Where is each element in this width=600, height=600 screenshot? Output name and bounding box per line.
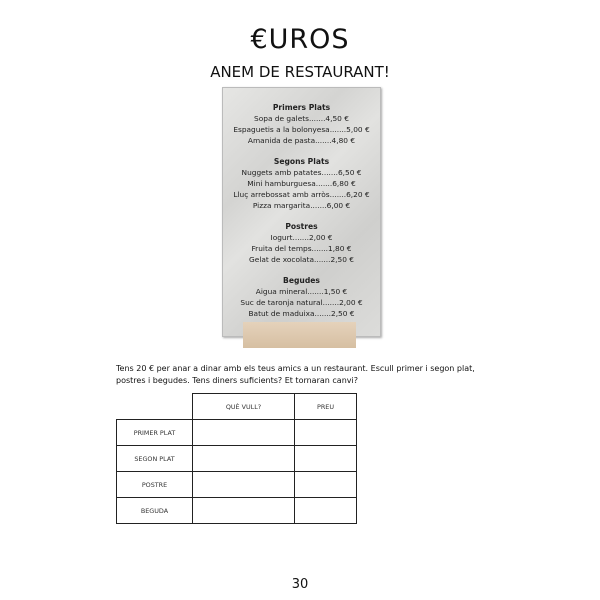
price-cell[interactable] bbox=[295, 446, 357, 472]
menu-item: Fruita del temps.......1,80 € bbox=[251, 244, 352, 253]
menu-section-heading: Begudes bbox=[283, 276, 320, 285]
menu-item: Pizza margarita.......6,00 € bbox=[252, 201, 351, 210]
page-number: 30 bbox=[291, 577, 309, 592]
header-what: QUÈ VULL? bbox=[193, 394, 295, 420]
header-price: PREU bbox=[295, 394, 357, 420]
answer-table bbox=[116, 393, 357, 524]
menu-card bbox=[222, 87, 381, 337]
menu-section bbox=[223, 275, 380, 319]
empty-corner bbox=[117, 394, 193, 420]
page-subtitle: ANEM DE RESTAURANT! bbox=[210, 63, 390, 81]
menu-item: Nuggets amb patates.......6,50 € bbox=[241, 168, 362, 177]
row-label: POSTRE bbox=[117, 472, 193, 498]
menu-section-heading: Segons Plats bbox=[273, 157, 330, 166]
row-label: SEGON PLAT bbox=[117, 446, 193, 472]
menu-item: Espaguetis a la bolonyesa.......5,00 € bbox=[233, 125, 370, 134]
answer-cell[interactable] bbox=[193, 472, 295, 498]
menu-section-heading: Postres bbox=[285, 222, 318, 231]
price-cell[interactable] bbox=[295, 498, 357, 524]
menu-item: Batut de maduixa.......2,50 € bbox=[248, 309, 355, 318]
exercise-question: Tens 20 € per anar a dinar amb els teus amics a un restaurant. Escull primer i segon plat, postres i begudes. Tens diners suficients? Et tornaran canvi? bbox=[116, 364, 475, 385]
menu-item: Suc de taronja natural.......2,00 € bbox=[240, 298, 363, 307]
row-label: BEGUDA bbox=[117, 498, 193, 524]
menu-item: Lluç arrebossat amb arròs.......6,20 € bbox=[233, 190, 370, 199]
menu-section bbox=[223, 156, 380, 211]
menu-list bbox=[223, 102, 380, 329]
answer-cell[interactable] bbox=[193, 498, 295, 524]
row-label: PRIMER PLAT bbox=[117, 420, 193, 446]
price-cell[interactable] bbox=[295, 420, 357, 446]
menu-section bbox=[223, 221, 380, 265]
menu-section bbox=[223, 102, 380, 146]
price-cell[interactable] bbox=[295, 472, 357, 498]
menu-section-heading: Primers Plats bbox=[272, 103, 331, 112]
menu-item: Gelat de xocolata.......2,50 € bbox=[249, 255, 354, 264]
menu-stand bbox=[243, 322, 356, 348]
menu-item: Mini hamburguesa.......6,80 € bbox=[247, 179, 356, 188]
menu-item: Amanida de pasta.......4,80 € bbox=[247, 136, 356, 145]
menu-item: Aigua mineral.......1,50 € bbox=[255, 287, 348, 296]
page-title: €UROS bbox=[250, 24, 350, 55]
menu-item: Sopa de galets.......4,50 € bbox=[254, 114, 349, 123]
answer-cell[interactable] bbox=[193, 446, 295, 472]
menu-item: Iogurt.......2,00 € bbox=[270, 233, 333, 242]
answer-cell[interactable] bbox=[193, 420, 295, 446]
